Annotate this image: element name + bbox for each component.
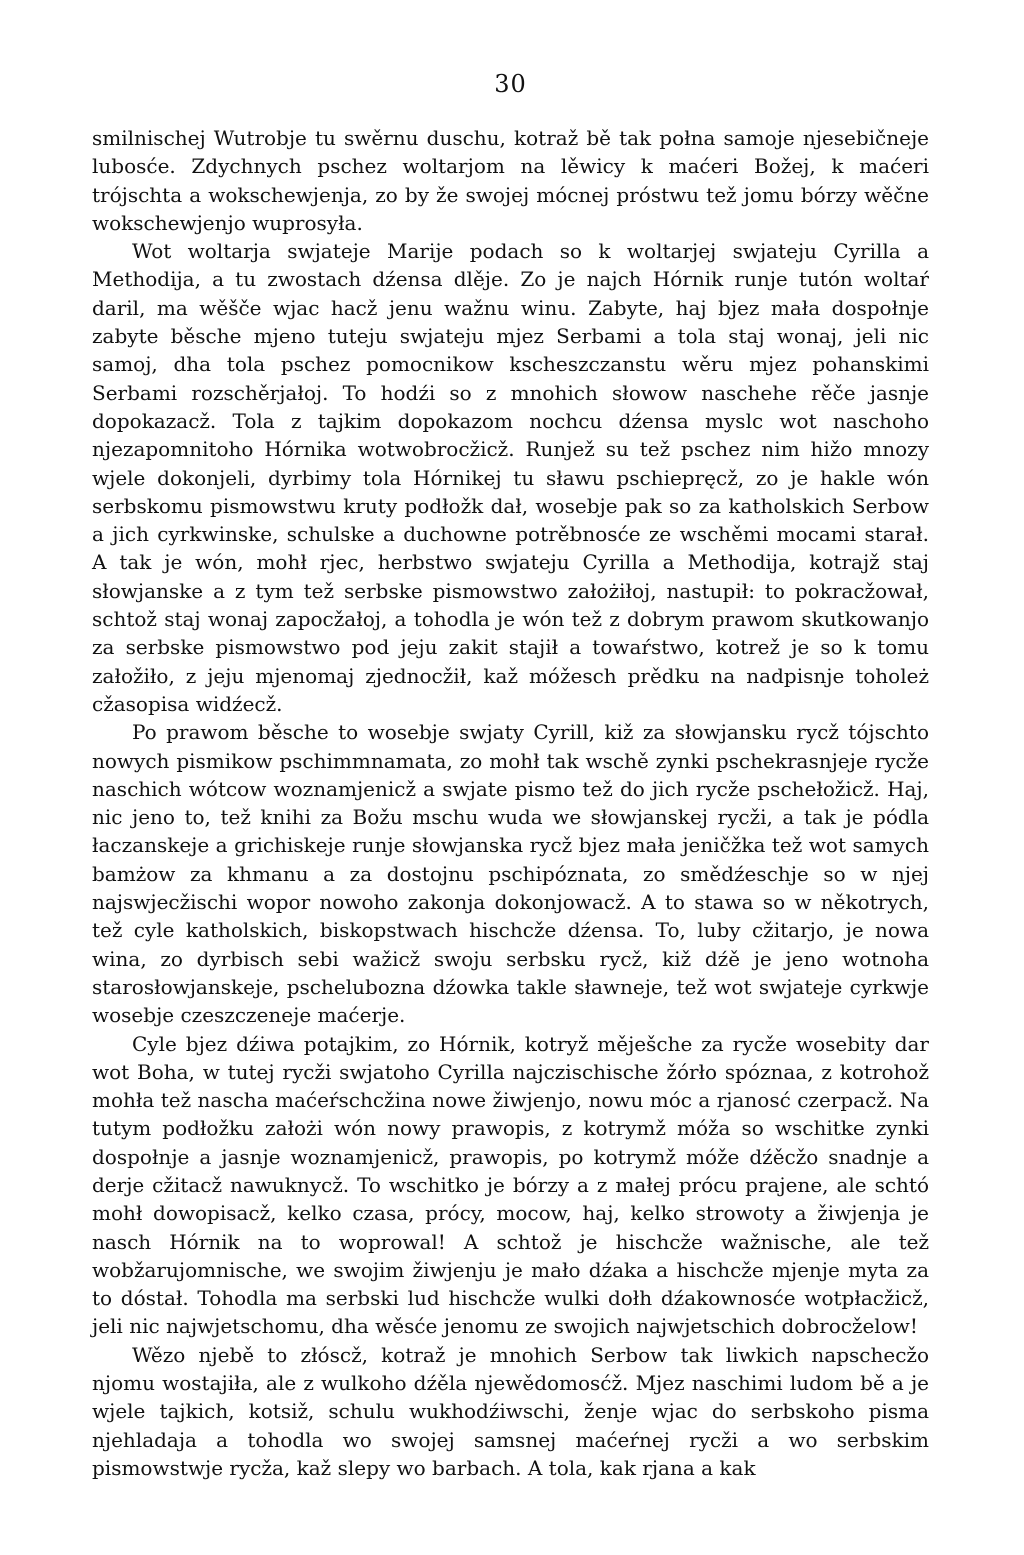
paragraph-2: Wot woltarja swjateje Marije podach so k woltarjej swjateju Cyrilla a Methodija, a tu zwostach dźensa dlěje. Zo je najch Hórnik runje tutón woltaŕ daril, ma wěšče wjac hacž jenu wažnu winu. Zabyte, haj bjez mała dospołnje zabyte běsche mjeno tuteju swjateju mjez Serbami a tola staj wonaj, jeli nic samoj, dha tola pschez pomocnikow kscheszczanstu wěru mjez pohanskimi Serbami rozschěrjałoj. To hodźi so z mnohich słowow naschehe rěče jasnje dopokazacž. Tola z tajkim dopokazom nochcu dźensa myslc wot naschoho njezapomnitoho Hórnika wotwobrocžicž. Runjež su tež pschez nim hižo mnozy wjele dokonjeli, dyrbimy tola Hórnikej tu sławu pschiepręcž, zo je hakle wón serbskomu pismowstwu kruty podłožk dał, wosebje pak so za katholskich Serbow a jich cyrkwinske, schulske a duchowne potrěbnosće ze wschěmi mocami starał. A tak je wón, mohł rjec, herbstwo swjateju Cyrilla a Methodija, kotrajž staj słowjanske a z tym tež serbske pismowstwo założiłoj, nastupił: to pokracžował, schtož staj wonaj zapocžałoj, a tohodla je wón tež z dobrym prawom skutkowanjo za serbske pismowstwo pod jeju zakit stajił a towaŕstwo, kotrež je so k tomu załožiło, z jeju mjenomaj zjednocžił, kaž móžesch prědku na nadpisnje toholeż cžasopisa widźecž.: [92, 239, 929, 716]
paragraph-3: Po prawom běsche to wosebje swjaty Cyrill, kiž za słowjansku rycž tójschto nowych pismikow pschimmnamata, zo mohł tak wschě zynki pschekrasnjeje rycže naschich wótcow woznamjenicž a swjate pismo tež do jich rycže pschełožicž. Haj, nic jeno to, tež knihi za Božu mschu wuda we słowjanskej rycži, a tak je pódla łaczanskeje a grichiskeje runje słowjanska rycž bjez mała jeničžka tež wot samych bamżow za khmanu a za dostojnu pschipóznata, zo smědźeschje so w njej najswjecžischi wopor nowoho zakonja dokonjowacž. A to stawa so w někotrych, tež cyle katholskich, biskopstwach hischcže dźensa. To, luby cžitarjo, je nowa wina, zo dyrbisch sebi wažicž swoju serbsku rycž, kiž dźě je jeno wotnoha starosłowjanskeje, pschelubozna dźowka takle sławneje, tež wot swjateje cyrkwje wosebje czeszczeneje maćerje.: [92, 720, 929, 1028]
page-number: 30: [494, 70, 527, 98]
paragraph-4: Cyle bjez dźiwa potajkim, zo Hórnik, kotryž měješche za rycže wosebity dar wot Boha, w tutej rycži swjatoho Cyrilla najczischische žórło spóznaa, z kotrohož mohła tež nascha maćeŕschcžina nowe žiwjenjo, nowu móc a rjanosć czerpacž. Na tutym podłožku założi wón nowy prawopis, z kotrymž móža so wschitke zynki dospołnje a jasnje woznamjenicž, prawopis, po kotrymž móže dźěcžo snadnje a derje cžitacž nawuknycž. To wschitko je bórzy a z małej prócu prajene, ale schtó mohł dowopisacž, kelko czasa, prócy, mocow, haj, kelko strowoty a žiwjenja je nasch Hórnik na to woprowal! A schtož je hischcže wažnische, ale tež wobžarujomnische, we swojim žiwjenju je mało dźaka a hischcže mjenje myta za to dóstał. Tohodla ma serbski lud hischcže wulki dołh dźakownosće wotpłacžicž, jeli nic najwjetschomu, dha wěsće jenomu ze swojich najwjetschich dobrocželow!: [92, 1031, 929, 1339]
paragraph-1: smilnischej Wutrobje tu swěrnu duschu, kotraž bě tak połna samoje njesebičneje lubosće. Zdychnych pschez woltarjom na lěwicy k maćeri Božej, k maćeri trójschta a wokschewjenja, zo by že swojej mócnej próstwu tež jomu bórzy wěčne wokschewjenjo wuprosyła.: [92, 126, 929, 235]
body-text: [92, 124, 929, 1482]
paragraph-5: Wězo njebě to złóscž, kotraž je mnohich Serbow tak liwkich napschecžo njomu wostajiła, ale z wulkoho dźěla njewědomosćž. Mjez naschimi ludom bě a je wjele tajkich, kotsiž, schulu wukhodźiwschi, ženje wjac do serbskoho pisma njehladaja a tohodla wo swojej samsnej maćeŕnej rycži a wo serbskim pismowstwje rycža, kaž slepy wo barbach. A tola, kak rjana a kak: [92, 1342, 929, 1480]
